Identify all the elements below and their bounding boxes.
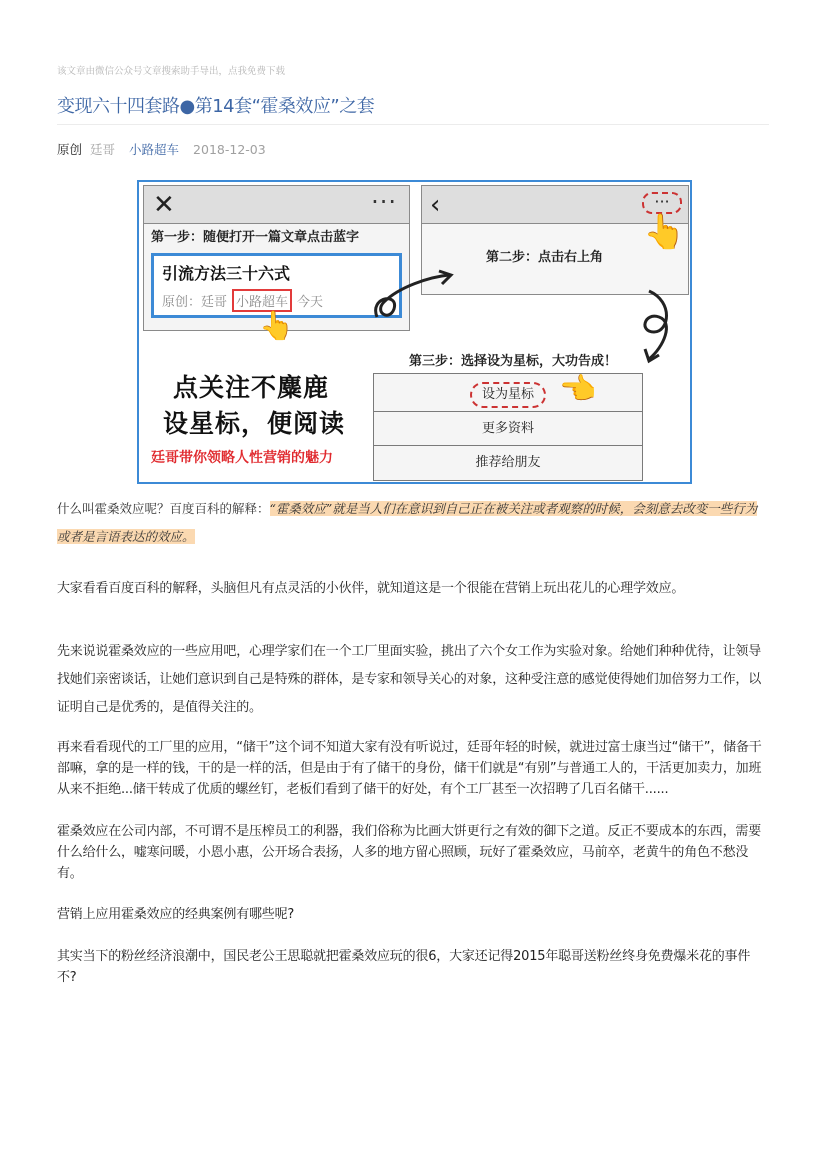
account-link[interactable]: 小路超车	[129, 142, 180, 157]
card-original-label: 原创：	[162, 295, 202, 310]
card-author: 廷哥	[201, 295, 228, 310]
menu-item-more-info: 更多资料	[374, 411, 642, 445]
pointing-hand-icon-2: 👆	[643, 212, 686, 252]
step2-text: 第二步：点击右上角	[486, 250, 604, 265]
swirl-arrow-icon	[369, 267, 459, 327]
step3-text: 第三步：选择设为星标，大功告成！	[409, 354, 618, 369]
paragraph-6: 其实当下的粉丝经济浪潮中，国民老公王思聪就把霍桑效应玩的很6，大家还记得2015年聪哥送粉丝终身免费爆米花的事件不?	[57, 949, 751, 985]
card-account-highlight: 小路超车	[232, 289, 292, 312]
pointing-hand-icon: 👆	[259, 309, 294, 342]
step1-text: 第一步：随便打开一篇文章点击蓝字	[151, 230, 360, 245]
card-title: 引流方法三十六式	[162, 264, 291, 283]
pointing-hand-icon-3: 👈	[559, 372, 597, 407]
export-note-link[interactable]: 该文章由微信公众号文章搜索助手导出，点我免费下载	[57, 66, 286, 77]
card-time: 今天	[297, 295, 324, 310]
highlighted-definition: “霍桑效应”就是当人们在意识到自己正在被关注或者观察的时候，会刻意去改变一些行为或者是言语表达的效应。	[57, 501, 758, 544]
more-icon: ···	[371, 188, 397, 216]
publish-date: 2018-12-03	[193, 142, 266, 157]
original-label: 原创	[57, 142, 83, 157]
back-chevron-icon: ‹	[430, 190, 441, 220]
close-icon: ✕	[153, 190, 175, 220]
phone-topbar	[144, 186, 409, 224]
share-menu	[373, 373, 643, 481]
paragraph-2: 先来说说霍桑效应的一些应用吧，心理学家们在一个工厂里面实验，挑出了六个女工作为实验对象。给她们种种优待，让领导找她们亲密谈话，让她们意识到自己是特殊的群体，是专家和领导关心的对象，这种受注意的感觉使得她们加倍努力工作，以证明自己是优秀的，是值得关注的。	[57, 644, 762, 715]
definition-paragraph	[57, 495, 769, 551]
article-meta	[57, 140, 266, 158]
follow-guide-banner	[137, 180, 692, 484]
paragraph-1: 大家看看百度百科的解释，头脑但凡有点灵活的小伙伴，就知道这是一个很能在营销上玩出花儿的心理学效应。	[57, 581, 685, 596]
more-icon-highlight: ···	[642, 192, 682, 214]
author-name: 廷哥	[90, 142, 116, 157]
swirl-arrow-icon-2	[619, 287, 679, 367]
menu-item-star: 设为星标	[374, 378, 642, 412]
slogan-line2: 设星标，便阅读	[163, 409, 346, 438]
menu-item-recommend: 推荐给朋友	[374, 445, 642, 479]
article-title: 变现六十四套路●第14套“霍桑效应”之套	[57, 96, 375, 117]
red-slogan: 廷哥带你领略人性营销的魅力	[151, 450, 333, 466]
paragraph-4: 霍桑效应在公司内部，不可谓不是压榨员工的利器，我们俗称为比画大饼更行之有效的御下之道。反正不要成本的东西，需要什么给什么，嘘寒问暖，小恩小惠，公开场合表扬，人多的地方留心照顾，玩好了霍桑效应，马前卒，老黄牛的角色不愁没有。	[57, 824, 762, 881]
card-meta	[162, 289, 323, 312]
slogan-line1: 点关注不麋鹿	[173, 373, 330, 402]
title-divider	[57, 124, 769, 125]
paragraph-3: 再来看看现代的工厂里的应用，“储干”这个词不知道大家有没有听说过，廷哥年轻的时候，就进过富士康当过“储干”，储备干部嘛，拿的是一样的钱，干的是一样的活，但是由于有了储干的身份，储干们就是“有别”与普通工人的，干活更加卖力，加班从来不拒绝...储干转成了优质的螺丝钉，老板们看到了储干的好处，有个工厂甚至一次招聘了几百名储干......	[57, 740, 762, 797]
quote-prefix: 什么叫霍桑效应呢？百度百科的解释：	[57, 501, 270, 516]
paragraph-5: 营销上应用霍桑效应的经典案例有哪些呢?	[57, 907, 295, 922]
